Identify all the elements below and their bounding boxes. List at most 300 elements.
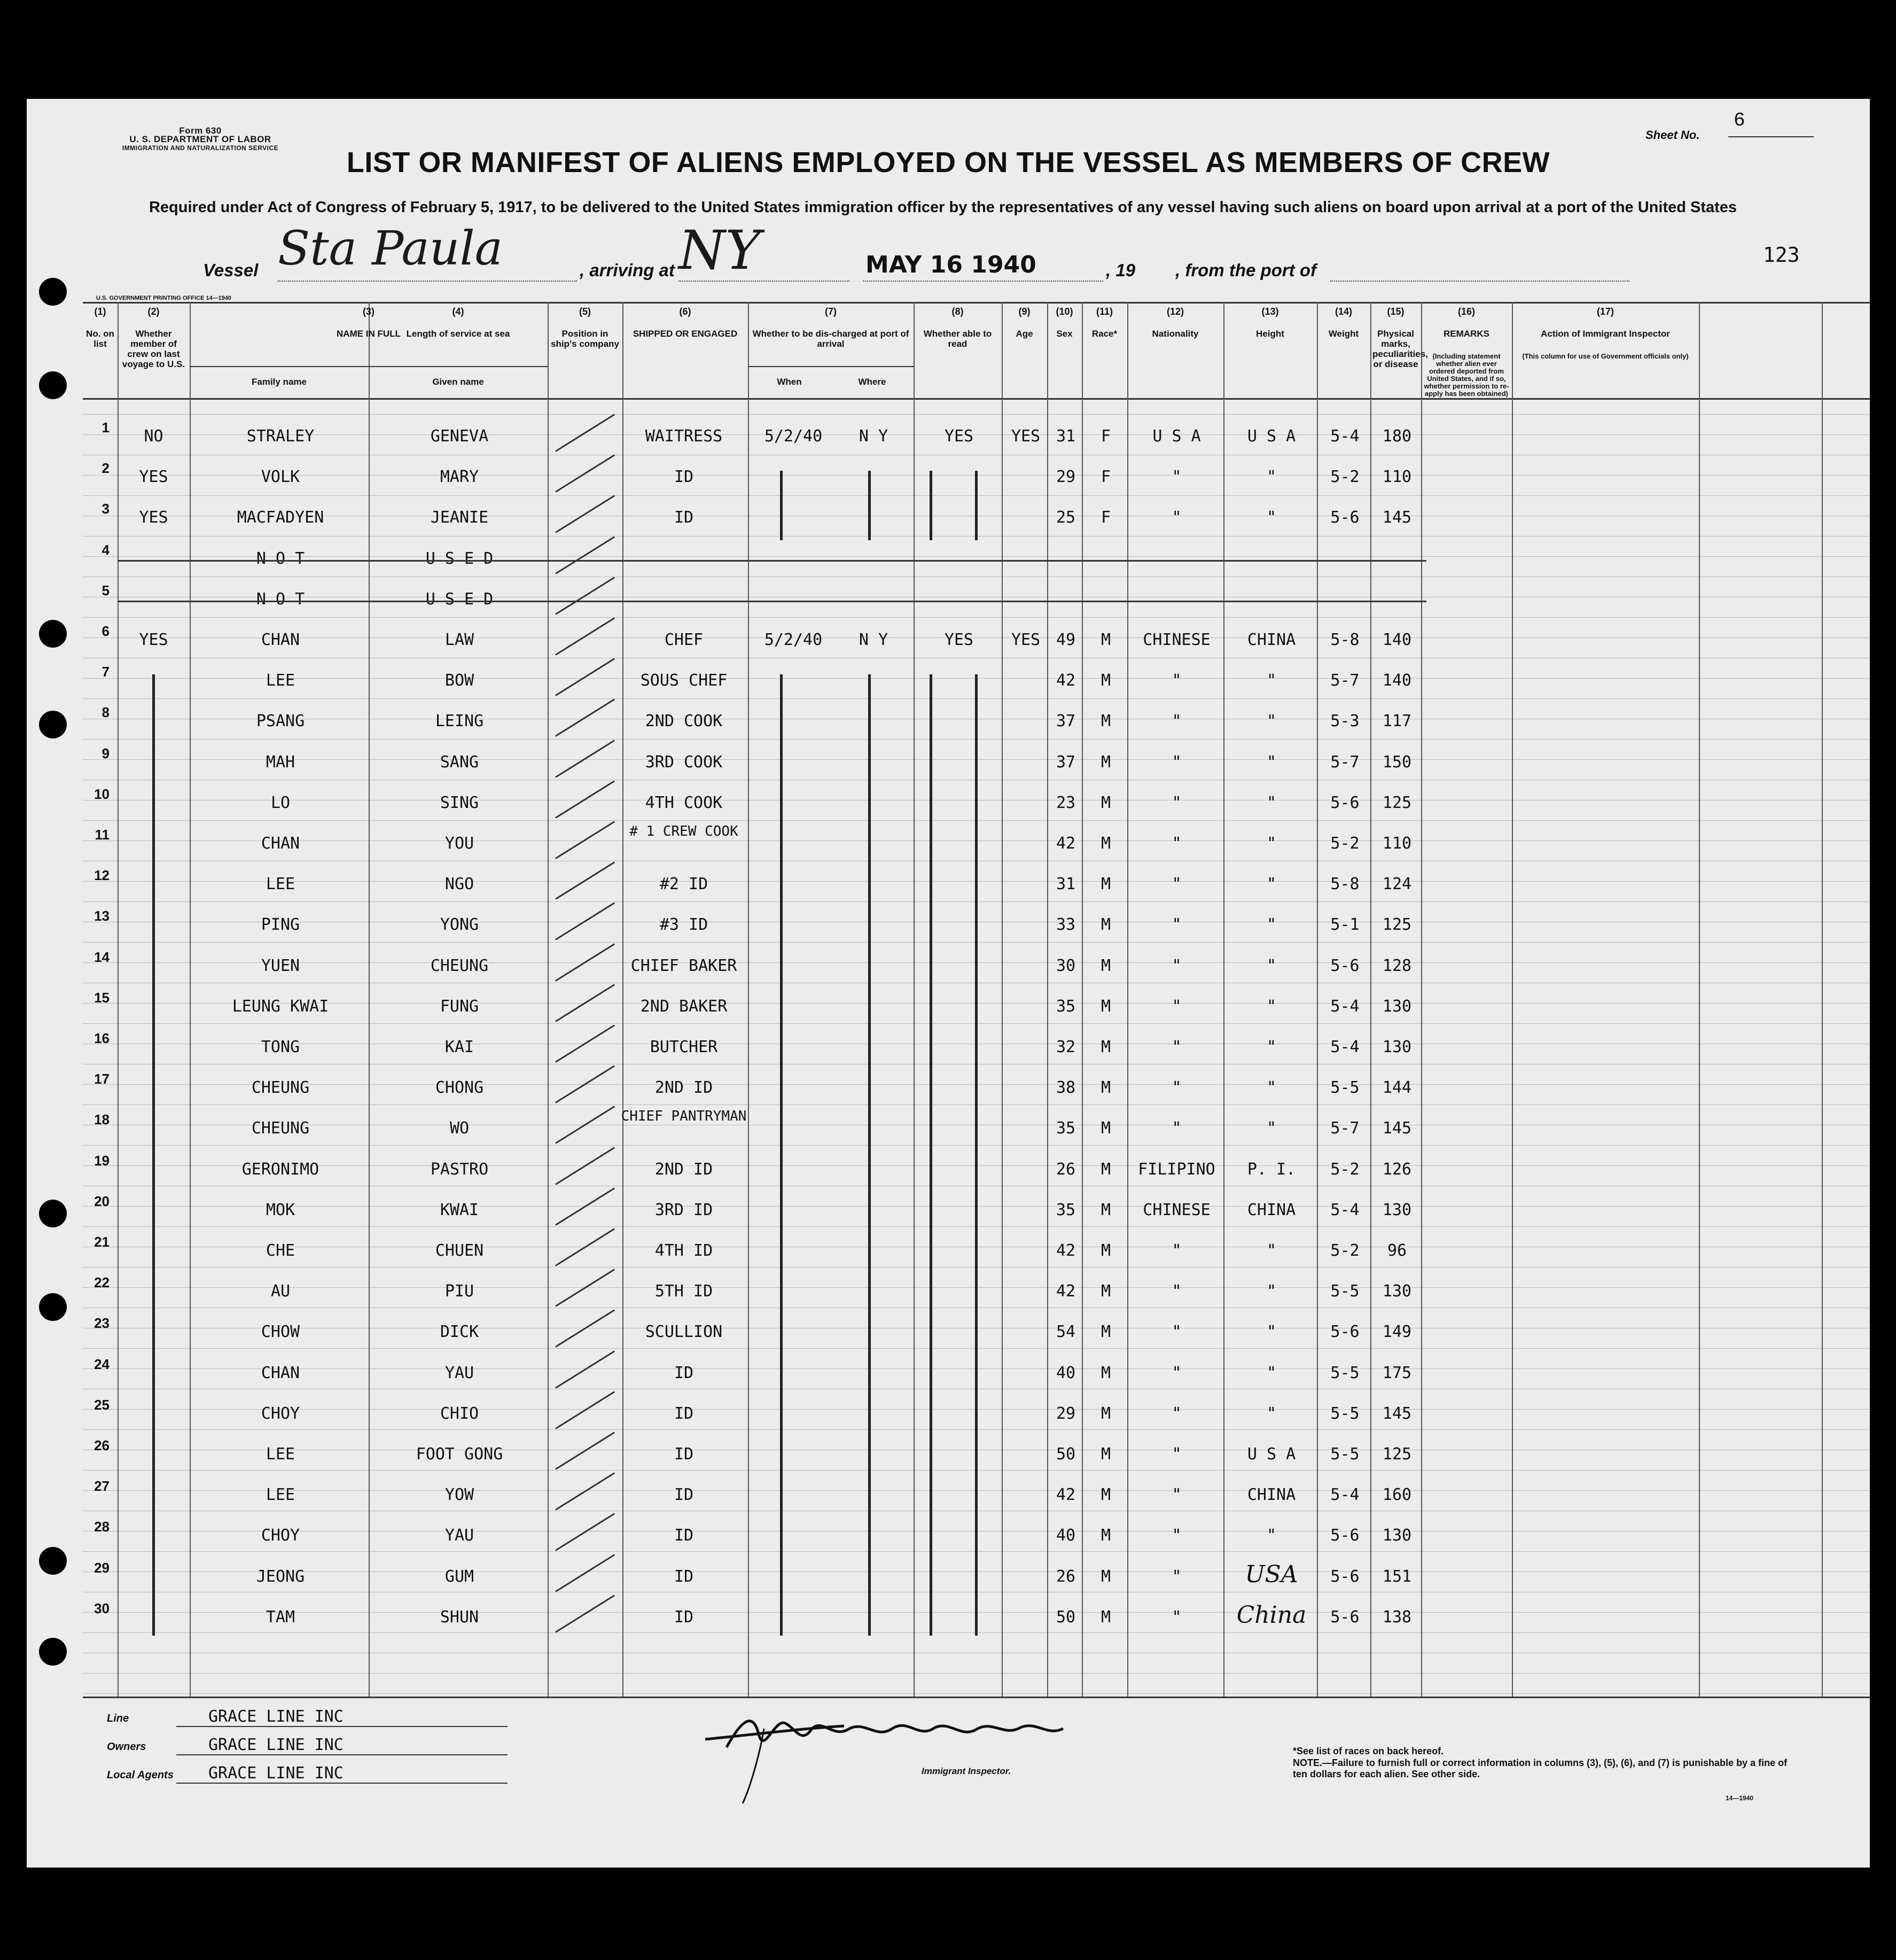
cell-given: FUNG	[440, 997, 479, 1016]
cell-given: FOOT GONG	[416, 1445, 503, 1464]
cell-position: ID	[674, 1526, 694, 1545]
cell-race: "	[1172, 997, 1182, 1016]
cell-given: YOU	[444, 834, 474, 853]
cell-no: 2	[102, 460, 110, 477]
cell-no: 13	[94, 908, 110, 924]
vessel-label: Vessel	[203, 260, 259, 280]
line-rule	[176, 1726, 508, 1727]
cell-given: U S E D	[425, 589, 494, 609]
cell-no: 9	[102, 745, 110, 761]
cell-age: 31	[1056, 875, 1076, 894]
cell-prev: YES	[139, 508, 168, 527]
cell-age: 30	[1056, 956, 1076, 975]
cell-nationality: "	[1266, 712, 1277, 731]
cell-family: JEONG	[256, 1567, 305, 1586]
cell-position: 4TH ID	[654, 1241, 713, 1260]
cell-weight: 125	[1382, 1445, 1412, 1464]
ditto-stroke	[975, 674, 978, 1635]
cell-sex: M	[1101, 1160, 1111, 1179]
cell-race: "	[1172, 793, 1182, 812]
cell-position: ID	[674, 1363, 694, 1382]
cell-no: 5	[102, 582, 110, 598]
cell-family: LEE	[266, 875, 295, 894]
cell-nationality: "	[1266, 956, 1277, 975]
cell-sex: M	[1101, 1200, 1111, 1219]
table-rule	[83, 302, 1870, 304]
cell-given: CHIO	[440, 1404, 479, 1423]
cell-sex: M	[1101, 631, 1111, 649]
cell-weight: 151	[1382, 1567, 1412, 1586]
cell-no: 4	[102, 541, 110, 558]
line-label: Line	[107, 1713, 129, 1724]
cell-sex: M	[1101, 1038, 1111, 1056]
cell-family: CHE	[266, 1241, 295, 1260]
penalty-note: NOTE.—Failure to furnish full or correct information in columns (3), (5), (6), and (7) is punishable by a fine of ten dollars for each alien. See other side.	[1293, 1757, 1788, 1779]
cell-nationality: U S A	[1247, 1445, 1296, 1464]
cell-height: 5-4	[1330, 1485, 1360, 1505]
cell-no: 20	[94, 1193, 110, 1209]
cell-family: LEE	[266, 1445, 295, 1464]
cell-weight: 140	[1382, 671, 1412, 690]
cell-position: 3RD ID	[654, 1200, 713, 1219]
cell-weight: 138	[1382, 1607, 1412, 1627]
cell-prev: YES	[139, 631, 168, 649]
cell-given: SING	[440, 793, 479, 812]
cell-height: 5-7	[1330, 752, 1360, 772]
cell-height: 5-8	[1330, 875, 1360, 894]
cell-no: 30	[94, 1600, 110, 1616]
cell-sex: M	[1101, 997, 1111, 1016]
shipped-when-header: When	[777, 377, 802, 387]
cell-sex: M	[1101, 834, 1111, 853]
column-note: (Including statement whether alien ever ordered deported from United States, and if so, whether permission to re-apply has been obtained)	[1424, 352, 1509, 398]
cell-position: #3 ID	[659, 915, 708, 935]
family-name-header: Family name	[252, 377, 307, 387]
service-slash	[555, 1432, 615, 1469]
cell-sex: M	[1101, 915, 1111, 935]
cell-family: CHAN	[261, 1363, 300, 1382]
cell-position: CHEF	[664, 631, 704, 649]
printing-code: 14—1940	[1726, 1794, 1754, 1802]
cell-position: CHIEF BAKER	[630, 956, 737, 975]
cell-no: 25	[94, 1396, 110, 1413]
cell-nationality: "	[1266, 834, 1277, 853]
cell-race: "	[1172, 1078, 1182, 1098]
cell-weight: 96	[1387, 1241, 1407, 1260]
column-header: Race*	[1091, 329, 1118, 339]
page-title: LIST OR MANIFEST OF ALIENS EMPLOYED ON THE VESSEL AS MEMBERS OF CREW	[346, 146, 1550, 178]
column-number: (17)	[1596, 306, 1614, 317]
cell-weight: 128	[1382, 956, 1412, 975]
cell-weight: 130	[1382, 1038, 1412, 1056]
binder-hole	[39, 711, 67, 738]
sheet-line	[1728, 136, 1814, 137]
cell-read: YES	[1011, 631, 1041, 649]
cell-family: LEE	[266, 671, 295, 690]
column-header: Whether able to read	[923, 329, 992, 349]
cell-where: N Y	[859, 631, 888, 649]
cell-where: N Y	[859, 427, 888, 446]
owners-rule	[176, 1754, 508, 1755]
column-number: (11)	[1096, 306, 1113, 317]
list-number: 123	[1763, 243, 1800, 267]
cell-family: PING	[261, 915, 300, 935]
cell-given: SANG	[440, 752, 479, 772]
vessel-underline	[278, 281, 577, 282]
cell-nationality: "	[1266, 468, 1277, 487]
cell-nationality: "	[1266, 1404, 1277, 1423]
cell-given: KWAI	[440, 1200, 479, 1219]
cell-given: CHEUNG	[430, 956, 489, 975]
cell-race: "	[1172, 712, 1182, 731]
owners-value: GRACE LINE INC	[208, 1736, 344, 1754]
cell-height: 5-2	[1330, 834, 1360, 853]
cell-sex: F	[1101, 468, 1111, 487]
binder-hole	[39, 1293, 67, 1321]
column-number: (7)	[825, 306, 837, 317]
cell-nationality: CHINA	[1247, 631, 1296, 649]
cell-race: "	[1172, 468, 1182, 487]
cell-family: TONG	[261, 1038, 300, 1056]
column-rule	[1317, 302, 1318, 1697]
cell-given: CHUEN	[435, 1241, 484, 1260]
cell-position: WAITRESS	[645, 427, 723, 446]
column-rule	[748, 302, 749, 1697]
cell-family: MACFADYEN	[237, 508, 324, 527]
column-header: No. on list	[86, 329, 114, 349]
cell-nationality: P. I.	[1247, 1160, 1296, 1179]
column-rule	[1370, 302, 1371, 1697]
cell-sex: M	[1101, 712, 1111, 731]
date-underline	[863, 281, 1103, 282]
cell-weight: 110	[1382, 468, 1412, 487]
cell-height: 5-1	[1330, 915, 1360, 935]
shipped-subrule	[748, 366, 914, 367]
cell-position: 2ND BAKER	[640, 997, 728, 1016]
cell-position: 4TH COOK	[645, 793, 723, 812]
from-label: , from the port of	[1175, 260, 1316, 280]
cell-sex: M	[1101, 956, 1111, 975]
cell-position: 3RD COOK	[645, 752, 723, 772]
cell-nationality: "	[1266, 997, 1277, 1016]
binder-hole	[39, 1547, 67, 1575]
cell-race: "	[1172, 1445, 1182, 1464]
ditto-stroke	[152, 674, 155, 1635]
cell-sex: F	[1101, 427, 1111, 446]
inspector-signature	[695, 1697, 1101, 1814]
cell-nationality: CHINA	[1247, 1200, 1296, 1219]
cell-given: U S E D	[425, 549, 494, 568]
arriving-label: , arriving at	[580, 260, 675, 280]
cell-prev: NO	[144, 427, 163, 446]
column-number: (8)	[951, 306, 964, 317]
cell-position: 5TH ID	[654, 1282, 713, 1301]
cell-sex: M	[1101, 1323, 1111, 1342]
cell-weight: 110	[1382, 834, 1412, 853]
cell-weight: 144	[1382, 1078, 1412, 1098]
cell-height: 5-4	[1330, 997, 1360, 1016]
cell-given: YOW	[444, 1485, 474, 1505]
service-slash	[555, 1473, 615, 1511]
cell-no: 29	[94, 1559, 110, 1576]
cell-given: NGO	[444, 875, 474, 894]
cell-no: 21	[94, 1234, 110, 1250]
column-header: Whether to be dis-charged at port of arrival	[752, 329, 909, 349]
column-rule	[1002, 302, 1003, 1697]
cell-family: LEUNG KWAI	[232, 997, 329, 1016]
cell-age: 40	[1056, 1526, 1076, 1545]
service-slash	[555, 1554, 615, 1592]
cell-given: JEANIE	[430, 508, 489, 527]
name-subrule	[190, 366, 548, 367]
cell-no: 22	[94, 1274, 110, 1291]
cell-age: 35	[1056, 1200, 1076, 1219]
cell-nationality: China	[1236, 1601, 1307, 1629]
column-header: Nationality	[1152, 329, 1199, 339]
column-number: (10)	[1056, 306, 1073, 317]
cell-family: CHEUNG	[251, 1119, 310, 1138]
column-rule	[190, 302, 191, 1697]
cell-height: 5-4	[1330, 1200, 1360, 1219]
cell-race: U S A	[1152, 427, 1201, 446]
cell-race: "	[1172, 1526, 1182, 1545]
binder-hole	[39, 620, 67, 648]
cell-no: 12	[94, 867, 110, 884]
cell-race: "	[1172, 1282, 1182, 1301]
cell-height: 5-6	[1330, 1567, 1360, 1586]
column-rule	[369, 302, 370, 1697]
column-number: (5)	[579, 306, 591, 317]
column-note: (This column for use of Government officials only)	[1522, 352, 1689, 360]
cell-height: 5-6	[1330, 1607, 1360, 1627]
cell-position: BUTCHER	[650, 1038, 718, 1056]
cell-race: "	[1172, 1241, 1182, 1260]
cell-race: "	[1172, 834, 1182, 853]
cell-race: "	[1172, 671, 1182, 690]
cell-sex: M	[1101, 1282, 1111, 1301]
cell-sex: M	[1101, 1485, 1111, 1505]
cell-no: 26	[94, 1437, 110, 1453]
cell-discharged: YES	[944, 631, 974, 649]
cell-position: SCULLION	[645, 1323, 723, 1342]
cell-weight: 130	[1382, 1526, 1412, 1545]
ditto-stroke	[780, 674, 783, 1635]
cell-race: CHINESE	[1143, 631, 1211, 649]
column-header: Position in ship's company	[551, 329, 619, 349]
cell-height: 5-5	[1330, 1078, 1360, 1098]
cell-given: BOW	[444, 671, 474, 690]
column-header: Height	[1256, 329, 1284, 339]
service-slash	[555, 1310, 615, 1348]
cell-given: GUM	[444, 1567, 474, 1586]
cell-no: 23	[94, 1315, 110, 1332]
cell-height: 5-2	[1330, 1241, 1360, 1260]
cell-race: FILIPINO	[1138, 1160, 1215, 1179]
cell-height: 5-6	[1330, 956, 1360, 975]
cell-nationality: "	[1266, 1282, 1277, 1301]
cell-weight: 149	[1382, 1323, 1412, 1342]
cell-no: 7	[102, 664, 110, 680]
cell-age: 54	[1056, 1323, 1076, 1342]
cell-given: SHUN	[440, 1607, 479, 1627]
column-rule	[1822, 302, 1823, 1697]
cell-height: 5-6	[1330, 1323, 1360, 1342]
column-rule	[914, 302, 915, 1697]
arriving-port: NY	[678, 219, 761, 282]
cell-family: GERONIMO	[241, 1160, 319, 1179]
service-slash	[555, 577, 615, 615]
cell-given: YAU	[444, 1363, 474, 1382]
cell-height: 5-4	[1330, 427, 1360, 446]
cell-family: MAH	[266, 752, 295, 772]
column-header: Length of service at sea	[406, 329, 510, 339]
cell-nationality: "	[1266, 1119, 1277, 1138]
cell-family: N O T	[256, 549, 305, 568]
cell-nationality: "	[1266, 875, 1277, 894]
cell-age: 49	[1056, 631, 1076, 649]
cell-given: GENEVA	[430, 427, 489, 446]
column-number: (15)	[1387, 306, 1405, 317]
sheet-number: 6	[1734, 110, 1745, 131]
cell-age: 42	[1056, 1241, 1076, 1260]
cell-nationality: U S A	[1247, 427, 1296, 446]
cell-race: "	[1172, 1323, 1182, 1342]
column-rule	[1223, 302, 1224, 1697]
year-label: , 19	[1106, 260, 1136, 280]
cell-age: 29	[1056, 468, 1076, 487]
cell-weight: 126	[1382, 1160, 1412, 1179]
service-slash	[555, 414, 615, 452]
column-header: NAME IN FULL	[337, 329, 401, 339]
cell-family: AU	[270, 1282, 291, 1301]
cell-given: PIU	[444, 1282, 474, 1301]
cell-height: 5-7	[1330, 1119, 1360, 1138]
not-used-strike	[118, 601, 1426, 602]
cell-no: 24	[94, 1356, 110, 1372]
cell-position: ID	[674, 1445, 694, 1464]
cell-position: 2ND ID	[654, 1160, 713, 1179]
cell-family: CHOY	[261, 1404, 300, 1423]
cell-sex: M	[1101, 1241, 1111, 1260]
column-number: (14)	[1335, 306, 1352, 317]
cell-nationality: "	[1266, 915, 1277, 935]
cell-given: MARY	[440, 468, 479, 487]
cell-nationality: "	[1266, 793, 1277, 812]
service-slash	[555, 658, 615, 696]
service-slash	[555, 1350, 615, 1388]
table-rule	[83, 398, 1870, 400]
cell-family: CHAN	[261, 631, 300, 649]
cell-race: "	[1172, 1119, 1182, 1138]
ruled-line	[83, 1693, 1870, 1694]
binder-hole	[39, 371, 67, 399]
page-subtitle: Required under Act of Congress of February 5, 1917, to be delivered to the United States immigration officer by the representatives of any vessel having such aliens on board upon arrival at a port of the United States	[149, 199, 1737, 216]
races-note: *See list of races on back hereof.	[1293, 1746, 1444, 1756]
cell-given: KAI	[444, 1038, 474, 1056]
cell-age: 50	[1056, 1607, 1076, 1627]
cell-position: ID	[674, 1485, 694, 1505]
cell-position: ID	[674, 508, 694, 527]
cell-age: 40	[1056, 1363, 1076, 1382]
column-number: (2)	[147, 306, 160, 317]
ditto-stroke	[868, 674, 871, 1635]
cell-family: LO	[270, 793, 291, 812]
cell-weight: 145	[1382, 1404, 1412, 1423]
cell-weight: 130	[1382, 1200, 1412, 1219]
column-rule	[1421, 302, 1422, 1697]
cell-sex: M	[1101, 1567, 1111, 1586]
cell-race: "	[1172, 1485, 1182, 1505]
cell-read: YES	[1011, 427, 1041, 446]
cell-position: ID	[674, 1567, 694, 1586]
cell-no: 15	[94, 989, 110, 1006]
cell-height: 5-6	[1330, 508, 1360, 527]
cell-given: DICK	[440, 1323, 479, 1342]
cell-age: 26	[1056, 1160, 1076, 1179]
cell-family: YUEN	[261, 956, 300, 975]
cell-family: CHOY	[261, 1526, 300, 1545]
cell-age: 25	[1056, 508, 1076, 527]
cell-given: YONG	[440, 915, 479, 935]
column-header: Weight	[1328, 329, 1359, 339]
column-number: (1)	[94, 306, 106, 317]
cell-sex: M	[1101, 1078, 1111, 1098]
ruled-line	[83, 1673, 1870, 1674]
column-header: SHIPPED OR ENGAGED	[633, 329, 738, 339]
service-slash	[555, 740, 615, 777]
binder-hole	[39, 278, 67, 306]
cell-nationality: USA	[1245, 1560, 1298, 1588]
cell-age: 29	[1056, 1404, 1076, 1423]
cell-age: 26	[1056, 1567, 1076, 1586]
cell-sex: M	[1101, 1119, 1111, 1138]
cell-no: 8	[102, 704, 110, 721]
service: IMMIGRATION AND NATURALIZATION SERVICE	[122, 144, 279, 152]
cell-age: 35	[1056, 1119, 1076, 1138]
sheet-label: Sheet No.	[1645, 128, 1700, 142]
column-rule	[548, 302, 549, 1697]
cell-race: "	[1172, 956, 1182, 975]
service-slash	[555, 1391, 615, 1429]
cell-age: 32	[1056, 1038, 1076, 1056]
cell-weight: 130	[1382, 997, 1412, 1016]
cell-family: N O T	[256, 589, 305, 609]
cell-race: "	[1172, 1404, 1182, 1423]
cell-age: 38	[1056, 1078, 1076, 1098]
cell-height: 5-4	[1330, 1038, 1360, 1056]
given-name-header: Given name	[432, 377, 484, 387]
form-number: Form 630	[179, 126, 222, 136]
service-slash	[555, 1595, 615, 1632]
cell-height: 5-3	[1330, 712, 1360, 731]
cell-weight: 124	[1382, 875, 1412, 894]
cell-family: CHOW	[261, 1323, 300, 1342]
cell-family: PSANG	[256, 712, 305, 731]
cell-position: SOUS CHEF	[640, 671, 728, 690]
column-header: Age	[1016, 329, 1033, 339]
cell-position: CHIEF PANTRYMAN	[621, 1108, 747, 1125]
column-number: (16)	[1457, 306, 1475, 317]
vessel-name: Sta Paula	[278, 221, 503, 276]
cell-no: 17	[94, 1071, 110, 1087]
cell-age: 42	[1056, 834, 1076, 853]
column-number: (4)	[452, 306, 464, 317]
cell-height: 5-7	[1330, 671, 1360, 690]
binder-hole	[39, 1200, 67, 1227]
cell-weight: 145	[1382, 508, 1412, 527]
cell-position: # 1 CREW COOK	[629, 823, 738, 839]
arriving-underline	[678, 281, 849, 282]
